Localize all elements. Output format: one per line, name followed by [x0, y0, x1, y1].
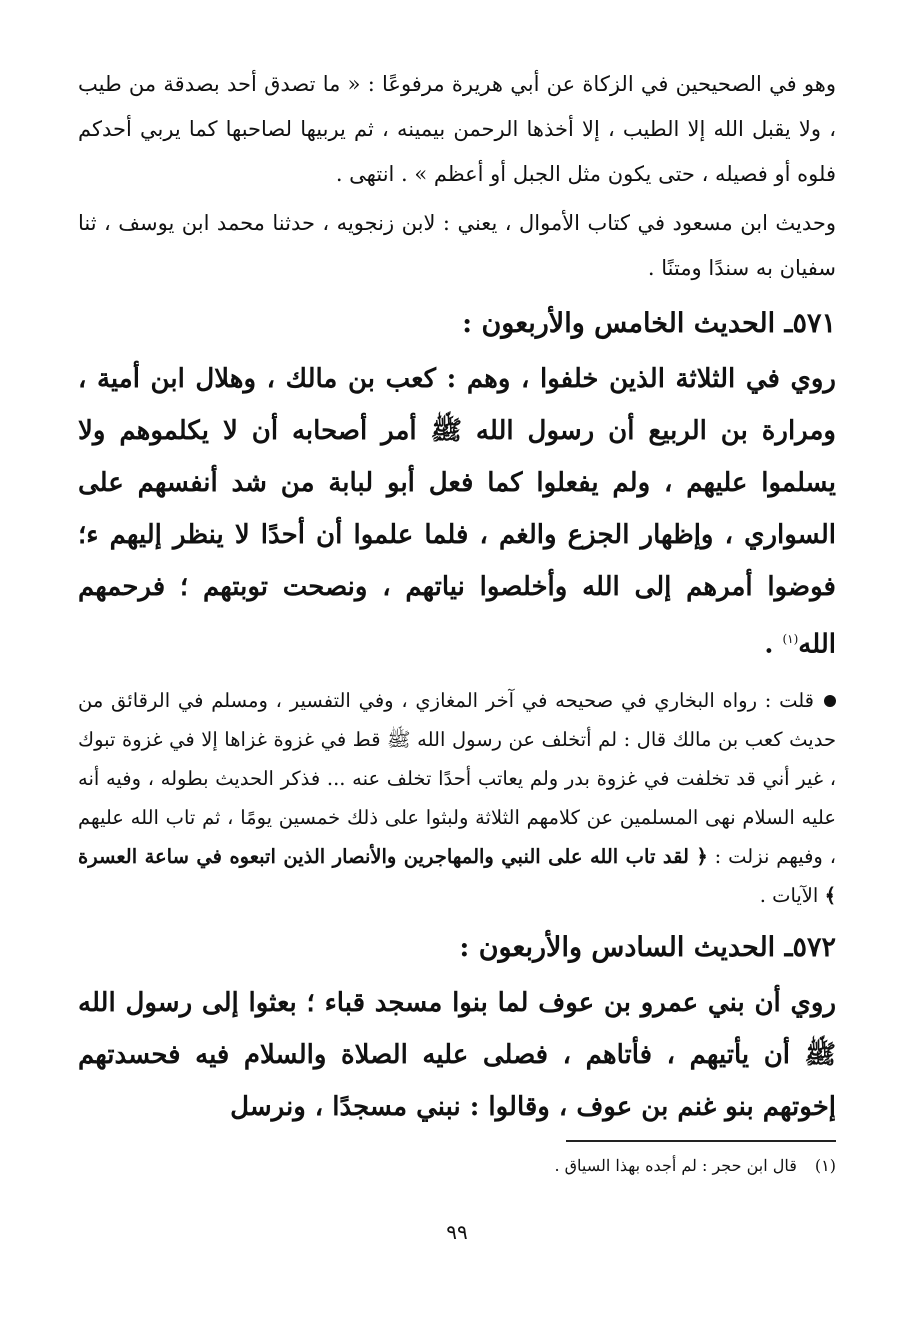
commentary-end: الآيات .	[759, 883, 825, 907]
intro-paragraph-2: وحديث ابن مسعود في كتاب الأموال ، يعني : لابن زنجويه ، حدثنا محمد ابن يوسف ، ثنا سفيان به سندًا ومتنًا .	[78, 211, 836, 280]
commentary-paragraph	[78, 681, 836, 915]
hadith-571-text	[78, 353, 836, 671]
hadith-572-heading: ٥٧٢ـ الحديث السادس والأربعون :	[459, 931, 836, 963]
hadith-571-end: .	[764, 629, 783, 660]
hadith-571-heading: ٥٧١ـ الحديث الخامس والأربعون :	[462, 308, 836, 339]
book-page	[78, 62, 836, 1292]
bullet-icon	[824, 695, 836, 707]
hadith-571-body: روي في الثلاثة الذين خلفوا ، وهم : كعب بن مالك ، وهلال ابن أمية ، ومرارة بن الربيع أن رسول الله ﷺ أمر أصحابه أن لا يكلموهم ولا يسلموا عليهم ، ولم يفعلوا كما فعل أبو لبابة من شد أنفسهم على السواري ، وإظهار الجزع والغم ، فلما علموا أن أحدًا لا ينظر إليهم ء؛ فوضوا أمرهم إلى الله وأخلصوا نياتهم ، ونصحت توبتهم ؛ فرحمهم الله	[78, 364, 836, 660]
footnote-text: قال ابن حجر : لم أجده بهذا السياق .	[554, 1156, 797, 1175]
intro-paragraph-1: وهو في الصحيحين في الزكاة عن أبي هريرة مرفوعًا : « ما تصدق أحد بصدقة من طيب ، ولا يقبل الله إلا الطيب ، إلا أخذها الرحمن بيمينه ، ثم يربيها لصاحبها كما يربي أحدكم فلوه أو فصيله ، حتى يكون مثل الجبل أو أعظم » . انتهى .	[78, 72, 836, 186]
hadith-572-text: روي أن بني عمرو بن عوف لما بنوا مسجد قباء ؛ بعثوا إلى رسول الله ﷺ أن يأتيهم ، فأتاهم ، فصلى عليه الصلاة والسلام فيه فحسدتهم إخوتهم بنو غنم بن عوف ، وقالوا : نبني مسجدًا ، ونرسل	[78, 987, 836, 1122]
page-number: ٩٩	[446, 1220, 468, 1244]
quran-quote: ﴿ لقد تاب الله على النبي والمهاجرين والأنصار الذين اتبعوه في ساعة العسرة ﴾	[78, 844, 836, 907]
footnote-divider	[566, 1140, 836, 1142]
footnote	[554, 1154, 836, 1178]
footnote-number: (١)	[814, 1156, 836, 1175]
footnote-marker: (١)	[782, 632, 799, 646]
commentary-text: قلت : رواه البخاري في صحيحه في آخر المغازي ، وفي التفسير ، ومسلم في الرقائق من حديث كعب بن مالك قال : لم أتخلف عن رسول الله ﷺ قط في غزوة غزاها إلا في غزوة تبوك ، غير أني قد تخلفت في غزوة بدر ولم يعاتب أحدًا تخلف عنه ... فذكر الحديث بطوله ، وفيه أنه عليه السلام نهى المسلمين عن كلامهم الثلاثة ولبثوا على ذلك خمسين يومًا ، ثم تاب الله عليهم ، وفيهم نزلت :	[78, 688, 837, 868]
